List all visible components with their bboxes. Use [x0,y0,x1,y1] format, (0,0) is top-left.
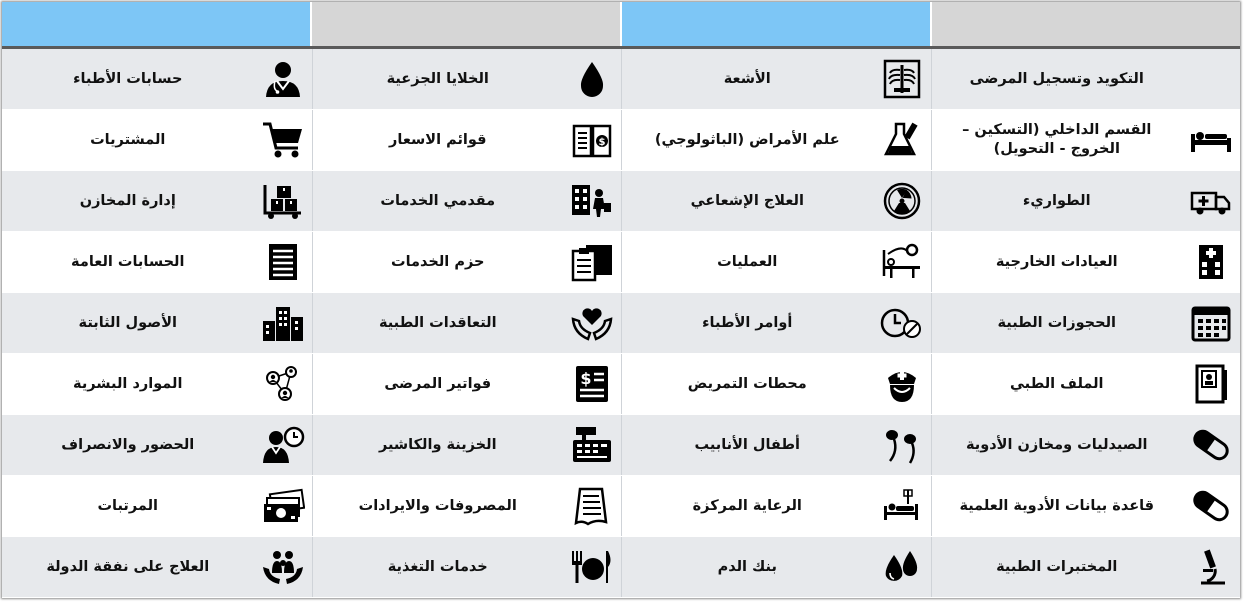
module-label: الموارد البشرية [73,375,183,392]
clock-pills-icon [873,300,931,346]
lab-flask-icon [873,117,931,163]
module-item[interactable] [621,537,931,597]
receipt-icon [563,483,621,529]
module-item[interactable] [621,232,931,292]
module-item[interactable] [621,476,931,536]
module-label: أطفال الأنابيب [694,436,800,453]
module-label: الصيدليات ومخازن الأدوية [965,436,1148,453]
module-label: حزم الخدمات [391,253,485,270]
module-item[interactable] [2,354,312,414]
module-item[interactable] [621,171,931,231]
module-item[interactable] [312,476,622,536]
module-label: حسابات الأطباء [73,70,183,87]
module-label: محطات التمريض [687,375,807,392]
module-label: الحسابات العامة [71,253,185,270]
table-row [2,293,1240,354]
module-label: الخزينة والكاشير [378,436,497,453]
pill-capsule-icon [1182,422,1240,468]
people-network-icon [254,361,312,407]
module-item[interactable] [931,171,1241,231]
price-list-icon [563,117,621,163]
module-label: الخلايا الجزعية [386,70,489,87]
module-item[interactable] [312,354,622,414]
cash-register-icon [563,422,621,468]
module-label: إدارة المخازن [79,192,176,209]
blood-drops-icon [873,544,931,590]
module-item[interactable] [931,354,1241,414]
svg-text:$: $ [580,369,592,388]
module-label: القسم الداخلي (التسكين – الخروج - التحويل) [962,122,1152,157]
table-row [2,354,1240,415]
module-item[interactable] [621,354,931,414]
module-label: العلاج الإشعاعي [690,192,804,209]
module-item[interactable] [312,415,622,475]
table-row [2,49,1240,110]
module-item[interactable] [2,110,312,170]
nurse-icon [873,361,931,407]
module-label: أوامر الأطباء [702,314,793,331]
modules-grid [2,49,1240,598]
module-label: مقدمي الخدمات [380,192,496,209]
microscope-icon [1182,544,1240,590]
ambulance-icon [1182,178,1240,224]
svg-text:$: $ [598,137,606,148]
module-item[interactable] [2,232,312,292]
module-label: فواتير المرضى [384,375,492,392]
table-row [2,232,1240,293]
family-care-icon [254,544,312,590]
module-label: العلاج على نفقة الدولة [46,558,210,575]
module-item[interactable] [2,415,312,475]
module-item[interactable] [931,49,1241,109]
module-label: المختبرات الطبية [996,558,1118,575]
module-item[interactable] [312,232,622,292]
module-label: بنك الدم [717,558,777,575]
hospital-bed-icon [1182,117,1240,163]
module-label: الحجوزات الطبية [997,314,1116,331]
module-item[interactable] [931,110,1241,170]
module-item[interactable] [621,110,931,170]
employee-clock-icon [254,422,312,468]
icu-bed-icon [873,483,931,529]
module-item[interactable] [621,415,931,475]
table-row [2,537,1240,598]
invoice-dollar-icon [563,361,621,407]
module-label: الأشعة [723,70,771,87]
module-label: علم الأمراض (الباثولوجي) [654,131,840,148]
fork-knife-plate-icon [563,544,621,590]
module-item[interactable] [931,415,1241,475]
module-label: المشتريات [90,131,166,148]
warehouse-trolley-icon [254,178,312,224]
module-item[interactable] [312,49,622,109]
operating-room-icon [873,239,931,285]
table-row [2,171,1240,232]
module-item[interactable] [312,171,622,231]
doctor-icon [254,56,312,102]
xray-icon [873,56,931,102]
module-label: قاعدة بيانات الأدوية العلمية [959,497,1155,514]
module-label: العيادات الخارجية [995,253,1118,270]
module-label: العمليات [717,253,778,270]
table-row [2,110,1240,171]
medical-file-icon [1182,361,1240,407]
module-item[interactable] [2,49,312,109]
module-label: الأصول الثابتة [78,314,177,331]
module-label: التعاقدات الطبية [378,314,497,331]
header-block-1 [2,2,310,46]
module-label: الملف الطبي [1010,375,1104,392]
module-item[interactable] [931,293,1241,353]
module-label: المرتبات [97,497,159,514]
header-bar [2,2,1240,49]
module-item[interactable] [2,293,312,353]
header-block-4 [930,2,1240,46]
money-bills-icon [254,483,312,529]
ledger-icon [254,239,312,285]
service-provider-icon [563,178,621,224]
module-label: الحضور والانصراف [61,436,195,453]
module-item[interactable] [2,537,312,597]
module-item[interactable] [931,476,1241,536]
module-label: خدمات التغذية [387,558,488,575]
radiation-icon [873,178,931,224]
header-block-2 [310,2,620,46]
module-item[interactable] [312,537,622,597]
module-label: الرعاية المركزة [692,497,802,514]
drop-icon [563,56,621,102]
calendar-icon [1182,300,1240,346]
table-row [2,415,1240,476]
table-row [2,476,1240,537]
module-item[interactable] [2,171,312,231]
buildings-icon [254,300,312,346]
pill-capsule-icon [1182,483,1240,529]
clinic-building-icon [1182,239,1240,285]
sperm-icon [873,422,931,468]
module-item[interactable] [931,537,1241,597]
module-item[interactable] [621,49,931,109]
icon-placeholder [1182,56,1240,102]
module-label: المصروفات والايرادات [358,497,517,514]
modules-table [2,2,1240,598]
module-item[interactable] [312,110,622,170]
module-item[interactable] [2,476,312,536]
module-item[interactable] [312,293,622,353]
shopping-cart-icon [254,117,312,163]
module-label: الطواريء [1022,192,1091,209]
module-label: قوائم الاسعار [389,131,487,148]
heart-hands-icon [563,300,621,346]
header-block-3 [620,2,930,46]
module-item[interactable] [931,232,1241,292]
module-label: التكويد وتسجيل المرضى [969,70,1144,87]
clipboard-folder-icon [563,239,621,285]
module-item[interactable] [621,293,931,353]
